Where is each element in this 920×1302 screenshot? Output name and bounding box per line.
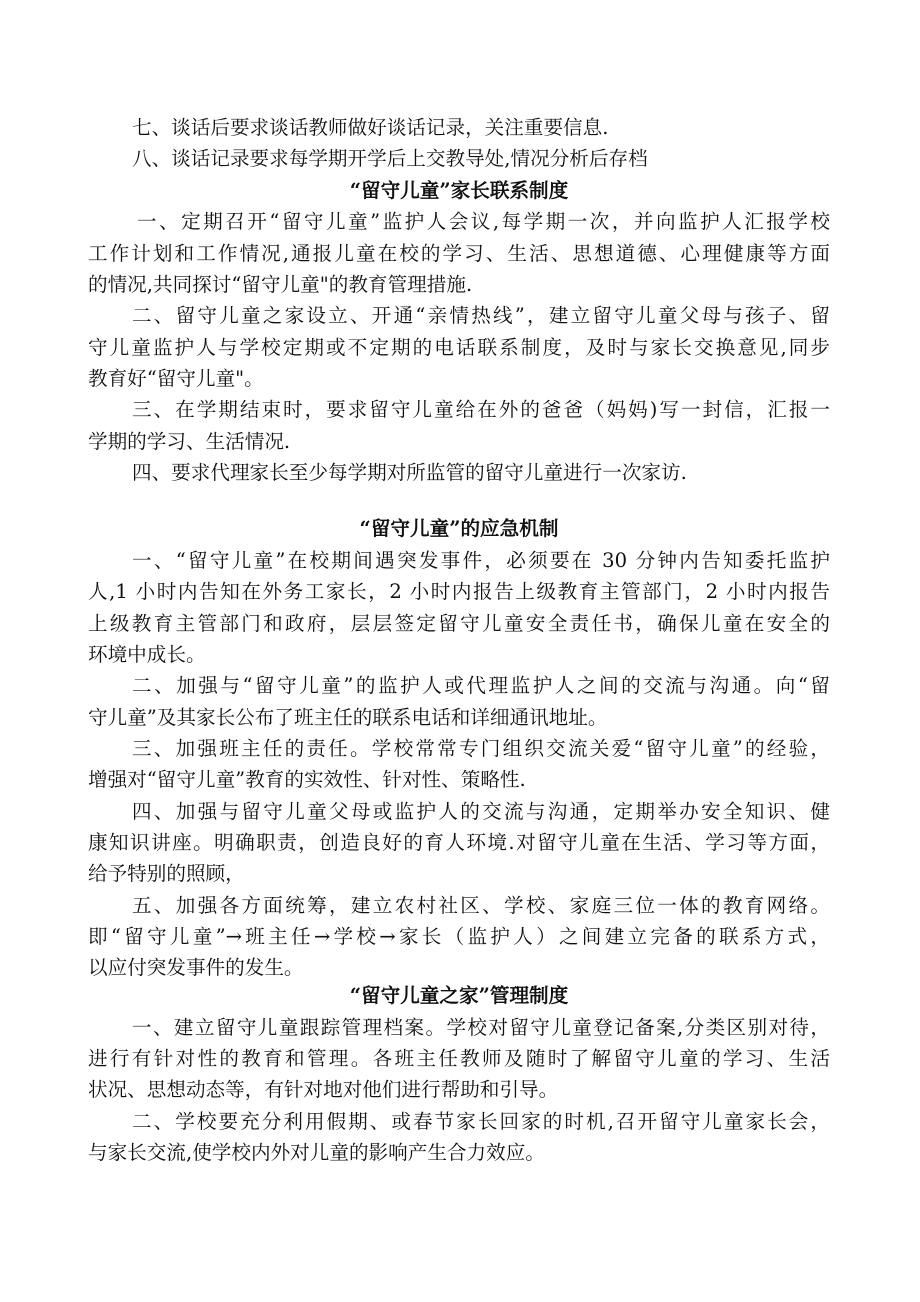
paragraph-line: 二、学校要充分利用假期、或春节家长回家的时机,召开留守儿童家长会， bbox=[132, 1110, 830, 1133]
paragraph-line: 与家长交流,使学校内外对儿童的影响产生合力效应。 bbox=[88, 1141, 545, 1164]
paragraph-line: 学期的学习、生活情况. bbox=[88, 430, 291, 453]
paragraph-line: 环境中成长。 bbox=[88, 643, 206, 666]
paragraph-line: 一、建立留守儿童跟踪管理档案。学校对留守儿童登记备案,分类区别对待， bbox=[132, 1016, 830, 1039]
section-heading: “留守儿童之家”管理制度 bbox=[349, 984, 569, 1007]
paragraph-line: 教育好“留守儿童"。 bbox=[88, 367, 264, 390]
paragraph-line: 以应付突发事件的发生。 bbox=[88, 956, 304, 979]
paragraph-line: 进行有针对性的教育和管理。各班主任教师及随时了解留守儿童的学习、生活 bbox=[88, 1047, 830, 1070]
paragraph-line: 五、加强各方面统筹，建立农村社区、学校、家庭三位一体的教育网络。 bbox=[132, 894, 830, 917]
section-heading: “留守儿童”家长联系制度 bbox=[349, 179, 569, 202]
paragraph-line: 即“留守儿童”→班主任→学校→家长（监护人）之间建立完备的联系方式， bbox=[88, 925, 830, 948]
paragraph-line: 三、在学期结束时，要求留守儿童给在外的爸爸（妈妈)写一封信，汇报一 bbox=[132, 398, 830, 421]
paragraph-line: 一、“留守儿童”在校期间遇突发事件，必须要在 30 分钟内告知委托监护 bbox=[132, 549, 830, 572]
paragraph-line: 状况、思想动态等，有针对地对他们进行帮助和引导。 bbox=[88, 1078, 559, 1101]
paragraph-line: 守儿童监护人与学校定期或不定期的电话联系制度，及时与家长交换意见,同步 bbox=[88, 336, 830, 359]
paragraph-line: 人,1 小时内告知在外务工家长，2 小时内报告上级教育主管部门，2 小时内报告 bbox=[88, 580, 830, 603]
paragraph-line: 工作计划和工作情况,通报儿童在校的学习、生活、思想道德、心理健康等方面 bbox=[88, 242, 830, 265]
paragraph-line: 二、加强与“留守儿童”的监护人或代理监护人之间的交流与沟通。向“留 bbox=[132, 674, 830, 697]
paragraph-line: 给予特别的照顾， bbox=[88, 862, 245, 885]
paragraph-line: 七、谈话后要求谈话教师做好谈话记录，关注重要信息. bbox=[132, 116, 609, 139]
paragraph-line: 守儿童”及其家长公布了班主任的联系电话和详细通讯地址。 bbox=[88, 706, 608, 729]
paragraph-line: 康知识讲座。明确职责，创造良好的育人环境.对留守儿童在生活、学习等方面， bbox=[88, 831, 830, 854]
paragraph-line: 增强对“留守儿童”教育的实效性、针对性、策略性. bbox=[88, 768, 526, 791]
paragraph-line: 三、加强班主任的责任。学校常常专门组织交流关爱“留守儿童”的经验， bbox=[132, 737, 830, 760]
paragraph-line: 的情况,共同探讨“留守儿童"的教育管理措施. bbox=[88, 273, 473, 296]
paragraph-line: 八、谈话记录要求每学期开学后上交教导处,情况分析后存档 bbox=[132, 147, 648, 170]
paragraph-line: 四、要求代理家长至少每学期对所监管的留守儿童进行一次家访. bbox=[132, 461, 687, 484]
paragraph-line: 上级教育主管部门和政府，层层签定留守儿童安全责任书，确保儿童在安全的 bbox=[88, 612, 830, 635]
paragraph-line: 二、留守儿童之家设立、开通“亲情热线”，建立留守儿童父母与孩子、留 bbox=[132, 304, 830, 327]
paragraph-line: 一、定期召开“留守儿童”监护人会议,每学期一次，并向监护人汇报学校 bbox=[137, 210, 830, 233]
section-heading: “留守儿童”的应急机制 bbox=[359, 517, 559, 540]
paragraph-line: 四、加强与留守儿童父母或监护人的交流与沟通，定期举办安全知识、健 bbox=[132, 800, 830, 823]
